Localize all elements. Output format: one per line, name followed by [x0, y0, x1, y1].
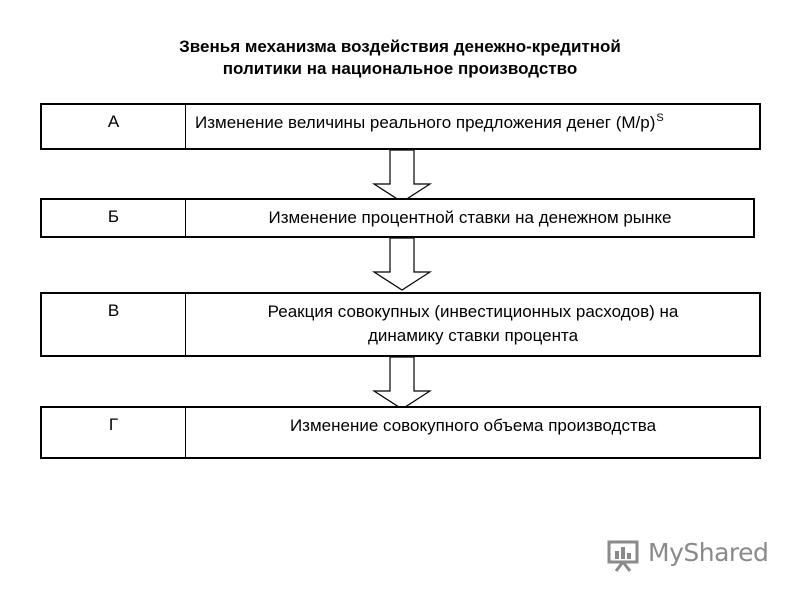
step-box-d	[40, 406, 761, 459]
step-text-a-main: Изменение величины реального предложения денег (M/p)	[195, 113, 656, 132]
step-text-a-superscript: S	[656, 112, 664, 124]
down-arrow-icon	[372, 150, 432, 204]
step-text-b: Изменение процентной ставки на денежном рынке	[268, 208, 672, 227]
step-text-c	[187, 294, 759, 355]
step-letter-b: Б	[42, 200, 186, 236]
step-text-a	[187, 105, 759, 148]
diagram-title	[0, 36, 800, 80]
presentation-board-icon	[606, 538, 642, 572]
down-arrow-icon	[372, 238, 432, 292]
step-letter-d: Г	[42, 408, 186, 457]
step-text-c-line1: Реакция совокупных (инвестиционных расходов) на	[267, 302, 679, 321]
step-letter-a: А	[42, 105, 186, 148]
diagram-title-line1: Звенья механизма воздействия денежно-кредитной	[179, 37, 621, 56]
watermark-text: MyShared	[648, 538, 769, 567]
myshared-watermark	[606, 536, 776, 572]
diagram-title-line2: политики на национальное производство	[222, 59, 578, 78]
down-arrow-icon	[372, 357, 432, 411]
step-box-c	[40, 292, 761, 357]
step-text-c-line2: динамику ставки процента	[367, 326, 579, 345]
step-letter-c: В	[42, 294, 186, 355]
step-box-a	[40, 103, 761, 150]
step-text-d: Изменение совокупного объема производства	[289, 416, 657, 435]
step-box-b	[40, 198, 755, 238]
